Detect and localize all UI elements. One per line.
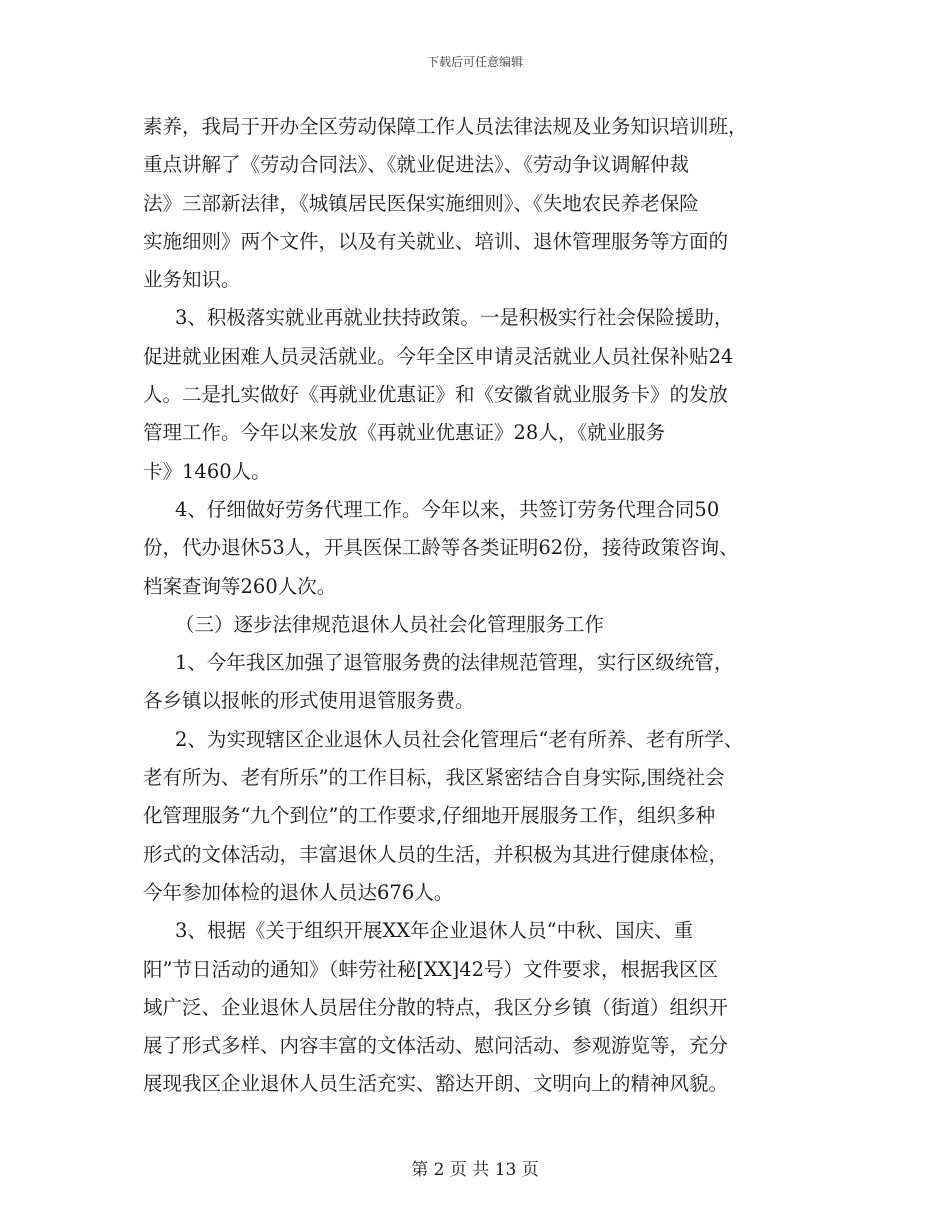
text-line: 展了形式多样、内容丰富的文体活动、慰问活动、参观游览等，充分 bbox=[143, 1034, 729, 1058]
text-line: 实施细则》两个文件，以及有关就业、培训、退休管理服务等方面的 bbox=[143, 229, 729, 253]
text-line: 各乡镇以报帐的形式使用退管服务费。 bbox=[143, 689, 475, 713]
text-line: 2、为实现辖区企业退休人员社会化管理后“老有所养、老有所学、 bbox=[175, 727, 744, 751]
text-line: 3、积极落实就业再就业扶持政策。一是积极实行社会保险援助， bbox=[175, 306, 734, 330]
text-line: 形式的文体活动，丰富退休人员的生活，并积极为其进行健康体检， bbox=[143, 842, 729, 866]
text-line: 1、今年我区加强了退管服务费的法律规范管理，实行区级统管， bbox=[175, 651, 734, 675]
text-line: 促进就业困难人员灵活就业。今年全区申请灵活就业人员社保补贴24 bbox=[143, 344, 734, 368]
text-line: 域广泛、企业退休人员居住分散的特点，我区分乡镇（街道）组织开 bbox=[143, 995, 729, 1019]
text-line: 份，代办退休53人，开具医保工龄等各类证明62份，接待政策咨询、 bbox=[143, 536, 739, 560]
text-line: 展现我区企业退休人员生活充实、豁达开朗、文明向上的精神风貌。 bbox=[143, 1072, 729, 1096]
text-line: 法》三部新法律，《城镇居民医保实施细则》、《失地农民养老保险 bbox=[143, 191, 699, 215]
text-line: 卡》1460人。 bbox=[143, 459, 271, 483]
text-line: 业务知识。 bbox=[143, 268, 241, 292]
text-line: 今年参加体检的退休人员达676人。 bbox=[143, 880, 454, 904]
text-line: 4、仔细做好劳务代理工作。今年以来，共签订劳务代理合同50 bbox=[175, 497, 720, 521]
text-line: 档案查询等260人次。 bbox=[143, 574, 337, 598]
page-header-note: 下载后可任意编辑 bbox=[426, 55, 523, 69]
text-line: 3、根据《关于组织开展XX年企业退休人员“中秋、国庆、重 bbox=[175, 919, 694, 943]
page-number-footer: 第 2 页 共 13 页 bbox=[411, 1160, 539, 1180]
text-line: 素养，我局于开办全区劳动保障工作人员法律法规及业务知识培训班， bbox=[143, 115, 748, 138]
text-line: 化管理服务“九个到位”的工作要求,仔细地开展服务工作，组织多种 bbox=[143, 804, 716, 828]
text-line: 管理工作。今年以来发放《再就业优惠证》28人，《就业服务 bbox=[143, 421, 666, 445]
text-line: 老有所为、老有所乐”的工作目标，我区紧密结合自身实际,围绕社会 bbox=[143, 766, 725, 790]
text-line: 人。二是扎实做好《再就业优惠证》和《安徽省就业服务卡》的发放 bbox=[143, 383, 729, 407]
text-line: （三）逐步法律规范退休人员社会化管理服务工作 bbox=[175, 612, 605, 636]
text-line: 重点讲解了《劳动合同法》、《就业促进法》、《劳动争议调解仲裁 bbox=[143, 153, 690, 177]
document-body bbox=[143, 108, 823, 1104]
text-line: 阳”节日活动的通知》（蚌劳社秘[XX]42号）文件要求，根据我区区 bbox=[143, 957, 719, 981]
